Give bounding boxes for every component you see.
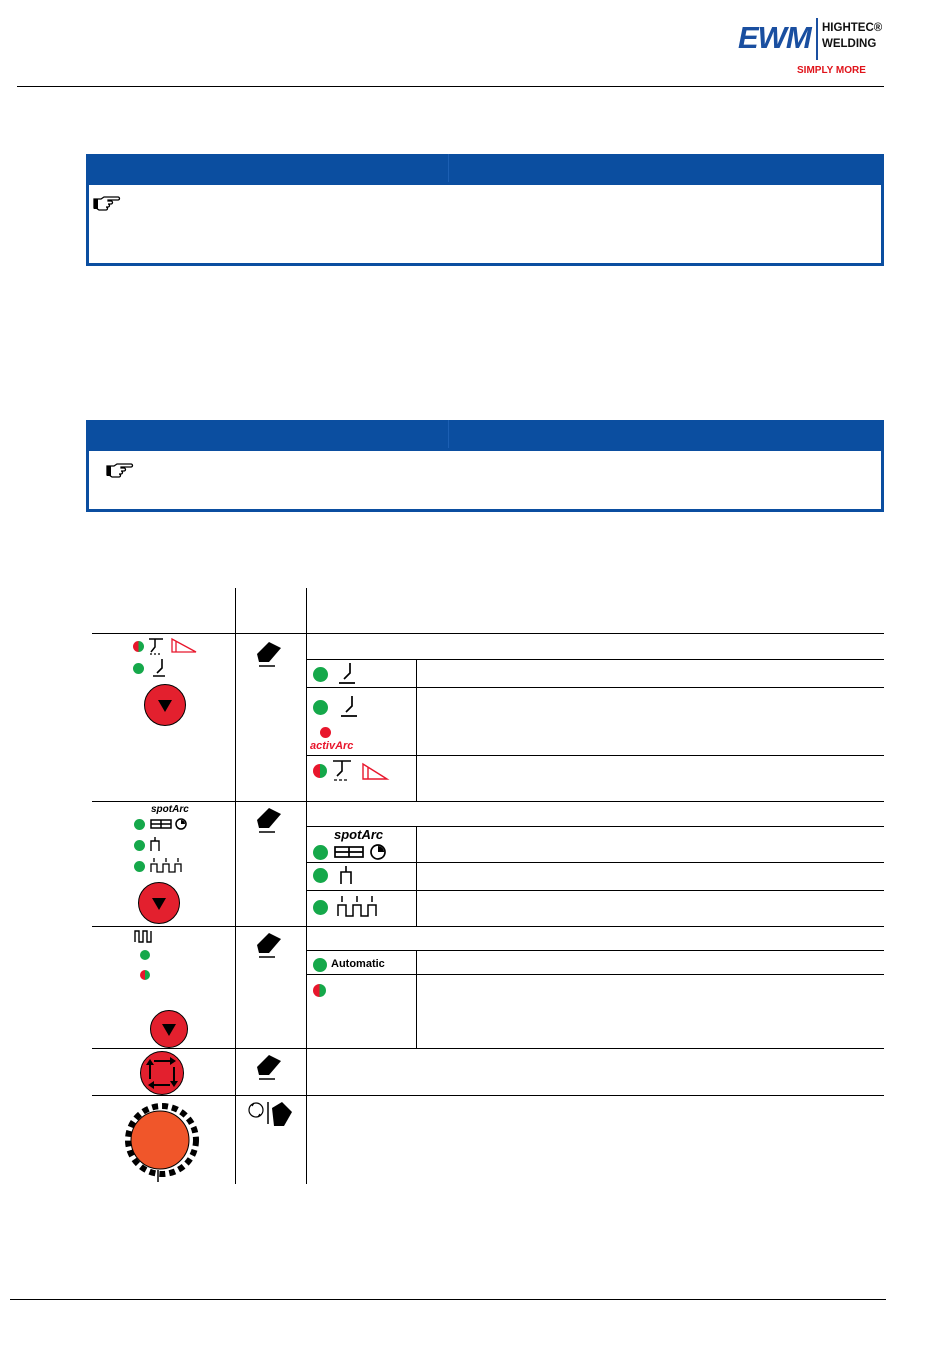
sub-rule: [306, 755, 884, 756]
logo-divider: [816, 18, 818, 60]
signal-light-green: [140, 950, 150, 960]
pointing-hand-icon: [106, 462, 134, 478]
arrow-down-icon: [152, 898, 166, 910]
arrow-down-icon: [158, 700, 172, 712]
activarc-label: activArc: [310, 740, 354, 752]
press-button-hand-icon: [255, 640, 283, 670]
sub-rule: [306, 659, 884, 660]
sub-rule: [306, 826, 884, 827]
signal-light-green: [313, 667, 328, 682]
torch-pulse-icon: [146, 637, 166, 655]
torch-icon: [150, 658, 168, 678]
signal-light-green: [133, 663, 144, 674]
signal-light-green: [313, 958, 327, 972]
two-stroke-icon: [338, 864, 356, 886]
logo-hightec: HIGHTEC®: [822, 22, 883, 34]
signal-light-green: [134, 861, 145, 872]
spotarc-label: spotArc: [334, 827, 384, 842]
row-rule-5: [92, 1095, 884, 1096]
row-rule-3: [92, 926, 884, 927]
sub-rule: [306, 687, 884, 688]
header-rule: [17, 86, 884, 87]
spotarc-label: spotArc: [151, 804, 189, 815]
row-rule-2: [92, 801, 884, 802]
sub-col: [416, 826, 417, 926]
automatic-label: Automatic: [331, 958, 385, 970]
sub-rule: [306, 974, 884, 975]
note-box-1: [86, 182, 884, 266]
note-box-1-header-split: [448, 154, 449, 184]
signal-light-green: [313, 900, 328, 915]
signal-light-red-green: [133, 641, 144, 652]
sub-rule: [306, 890, 884, 891]
note-box-2: [86, 448, 884, 512]
sub-rule: [306, 862, 884, 863]
logo-welding: WELDING: [822, 38, 877, 50]
press-button-hand-icon: [255, 931, 283, 961]
four-stroke-icon: [149, 856, 185, 874]
signal-light-red-green: [313, 764, 327, 778]
pulse-icon: [134, 929, 156, 943]
torch-icon: [336, 661, 358, 685]
spot-timer-icon: [333, 841, 389, 863]
press-button-hand-icon: [255, 1053, 283, 1083]
signal-light-red: [320, 727, 331, 738]
down-button[interactable]: [150, 1010, 188, 1048]
note-box-2-header: [86, 420, 884, 450]
signal-light-green: [134, 819, 145, 830]
signal-light-red-green: [140, 970, 150, 980]
turn-knob-hand-icon: [244, 1098, 296, 1134]
pointing-hand-icon: [93, 195, 121, 211]
four-stroke-icon: [336, 894, 380, 918]
spot-timer-icon: [149, 815, 189, 833]
rotary-knob[interactable]: [122, 1098, 202, 1184]
signal-light-green: [313, 700, 328, 715]
cycle-arrows-icon: [140, 1051, 184, 1095]
press-button-hand-icon: [255, 806, 283, 836]
signal-light-green: [313, 868, 328, 883]
note-box-2-header-split: [448, 420, 449, 450]
signal-light-red-green: [313, 984, 326, 997]
sub-rule: [306, 950, 884, 951]
down-button[interactable]: [144, 684, 186, 726]
row-rule-4: [92, 1048, 884, 1049]
footer-rule: [10, 1299, 886, 1300]
sub-col: [416, 950, 417, 1048]
ramp-red-icon: [360, 762, 390, 782]
logo-ewm-text: EWM: [738, 20, 811, 55]
torch-icon: [338, 694, 360, 718]
arrow-down-icon: [162, 1024, 176, 1036]
signal-light-green: [134, 840, 145, 851]
two-stroke-icon: [149, 835, 163, 853]
down-button[interactable]: [138, 882, 180, 924]
select-cycle-button[interactable]: [140, 1051, 184, 1095]
torch-pulse-icon: [330, 759, 356, 783]
logo-tagline: SIMPLY MORE: [797, 65, 866, 76]
signal-light-green: [313, 845, 328, 860]
ramp-red-icon: [170, 637, 200, 655]
row-rule-1: [92, 633, 884, 634]
note-box-1-header: [86, 154, 884, 184]
sub-col: [416, 659, 417, 801]
